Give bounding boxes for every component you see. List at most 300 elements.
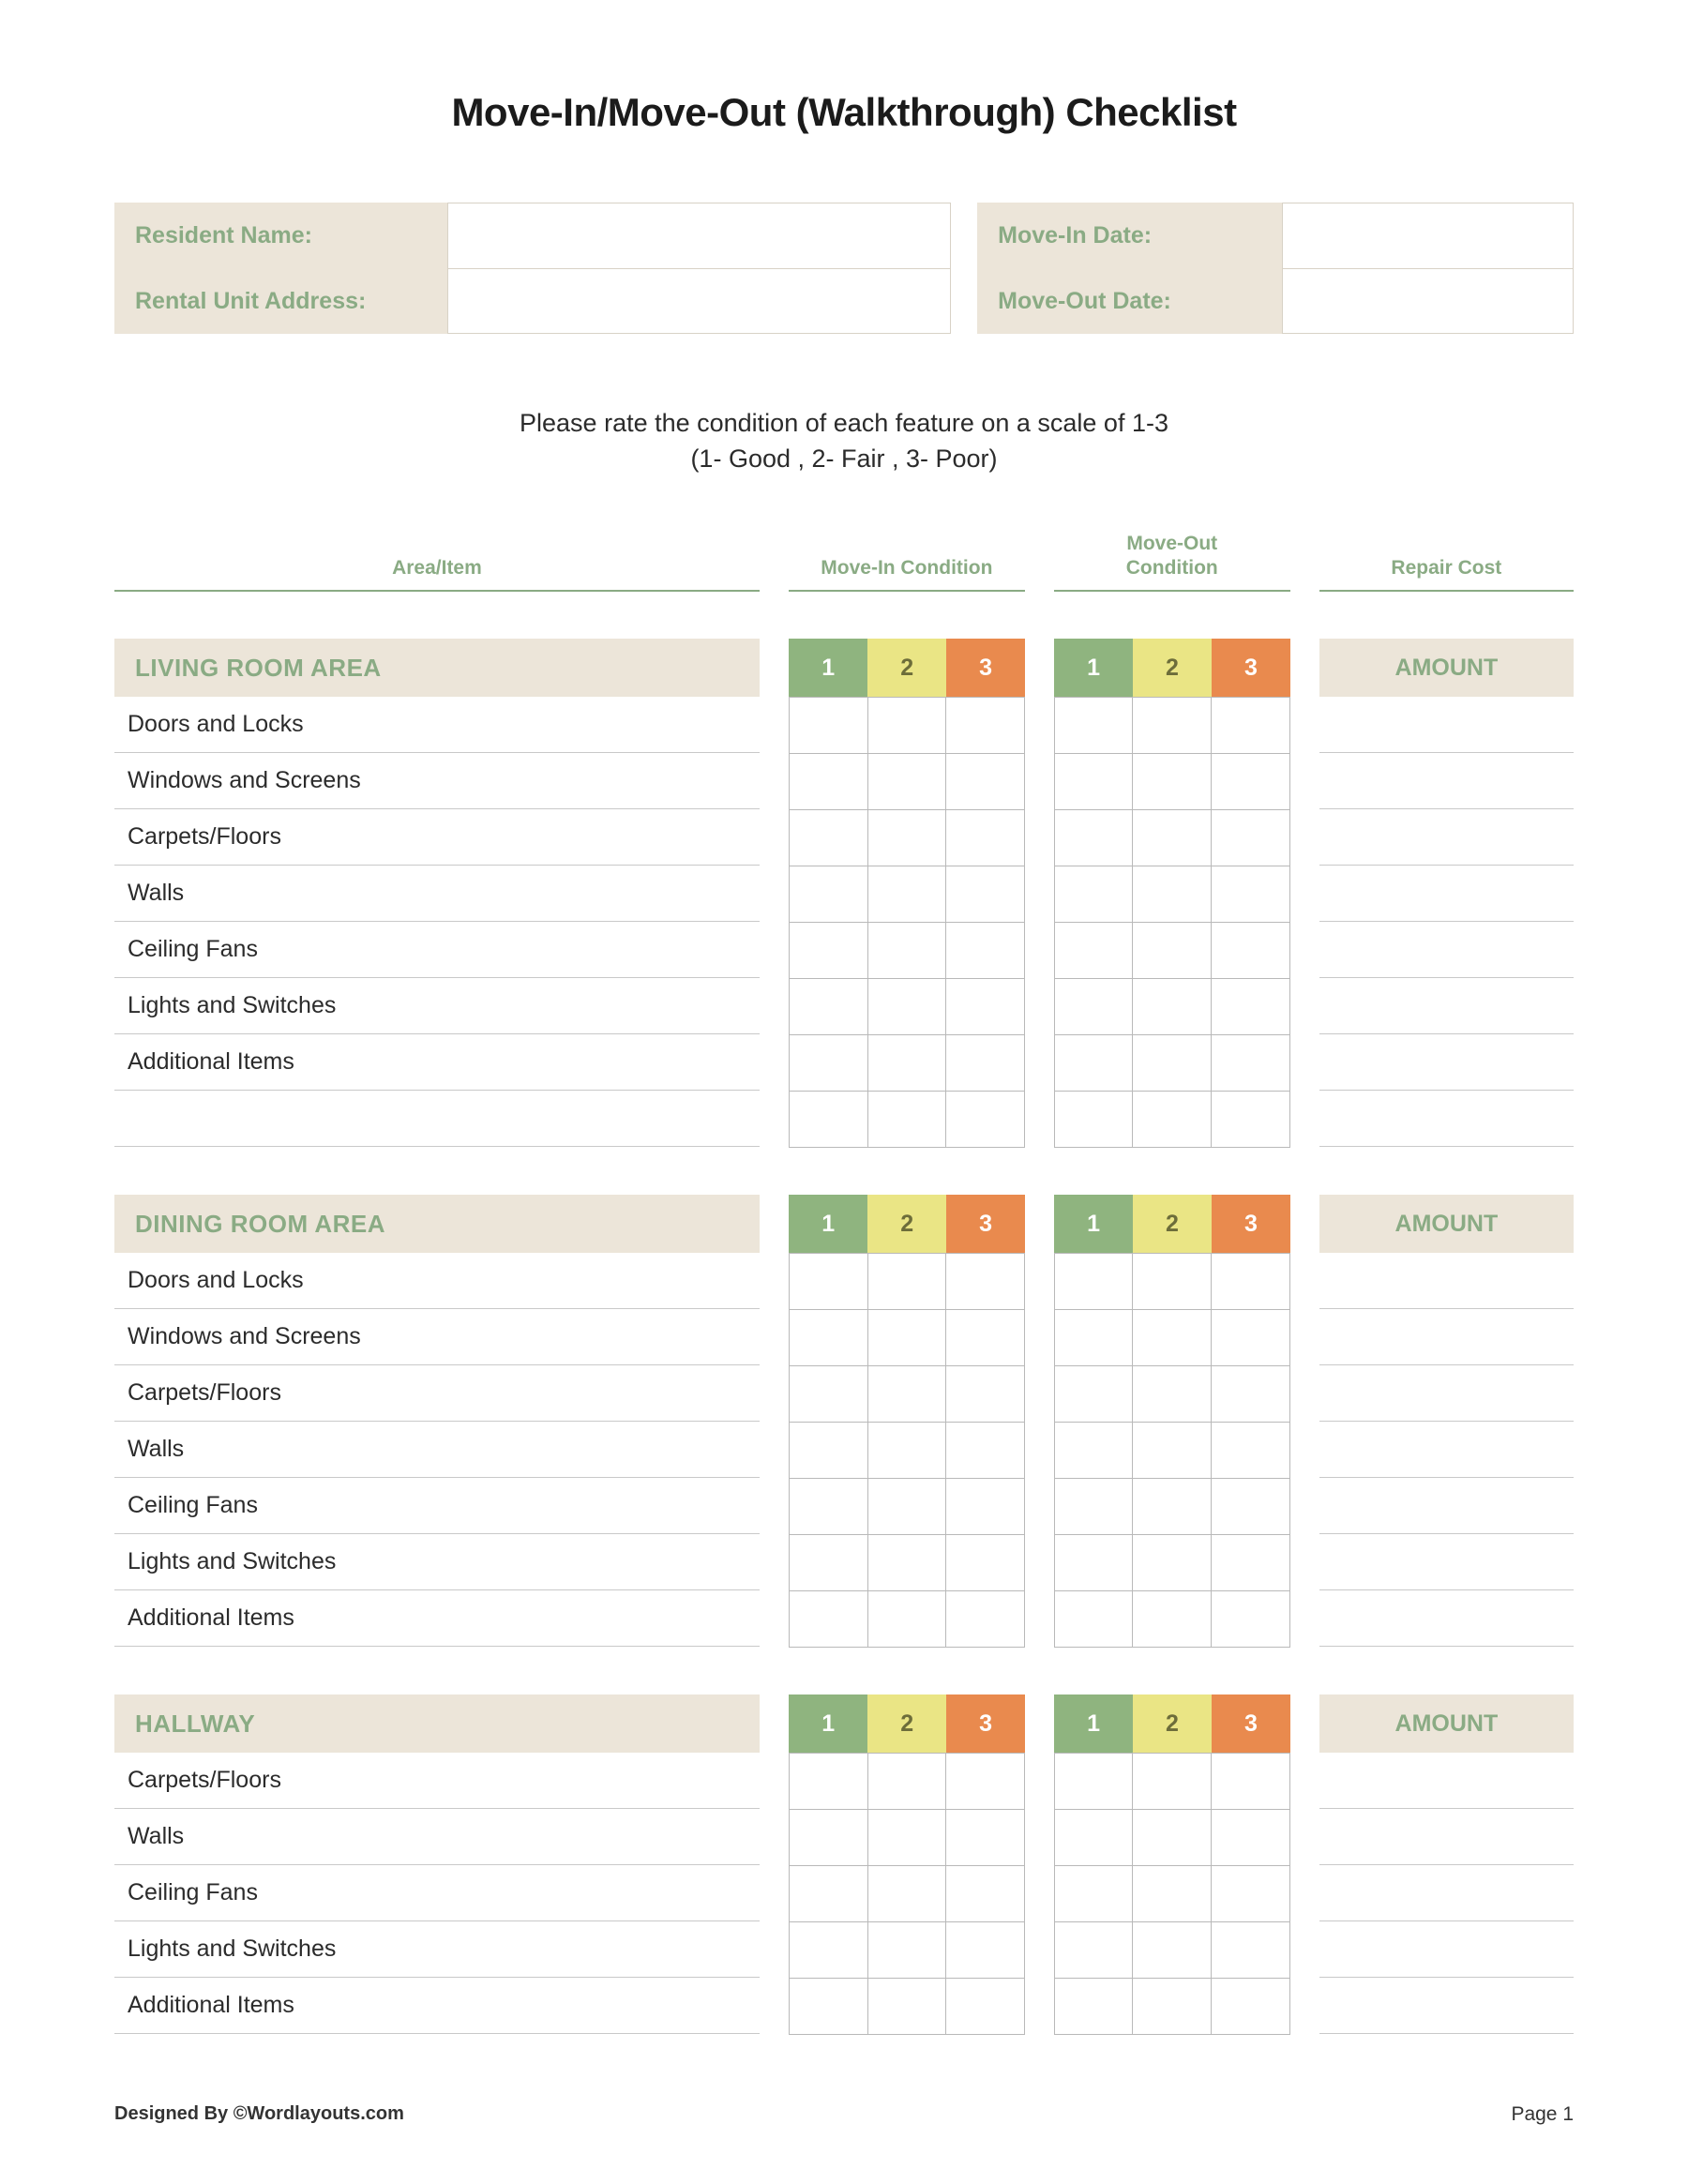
item-row: Carpets/Floors [114, 809, 760, 866]
grid-row [1055, 1035, 1289, 1092]
move-out-date-row [977, 268, 1574, 334]
grid-row [1055, 979, 1289, 1035]
grid-row [1055, 923, 1289, 979]
section-title: DINING ROOM AREA [114, 1195, 760, 1253]
condition-checkbox-move-in-2[interactable] [868, 1366, 947, 1423]
grid-row [1055, 1535, 1289, 1591]
condition-checkbox-move-in-2[interactable] [868, 1535, 947, 1591]
condition-checkbox-move-in-3[interactable] [946, 923, 1024, 979]
condition-checkbox-move-out-2[interactable] [1133, 1591, 1212, 1648]
resident-name-label: Resident Name: [114, 203, 447, 268]
repair-cost-input[interactable] [1319, 1809, 1574, 1865]
repair-cost-input[interactable] [1319, 1921, 1574, 1978]
rating-label-move-out-1: 1 [1054, 1195, 1133, 1253]
item-row: Lights and Switches [114, 1921, 760, 1978]
resident-name-row [114, 203, 951, 268]
section-spacer-2 [1025, 1694, 1054, 1753]
condition-checkbox-move-in-2[interactable] [868, 1754, 947, 1810]
item-row: Ceiling Fans [114, 922, 760, 978]
repair-cost-input[interactable] [1319, 809, 1574, 866]
grid-row [1055, 1254, 1289, 1310]
condition-checkbox-move-in-1[interactable] [790, 1979, 868, 2035]
condition-checkbox-move-in-2[interactable] [868, 1591, 947, 1648]
rental-unit-row [114, 268, 951, 334]
grid-row [790, 1591, 1024, 1648]
item-row: Walls [114, 1809, 760, 1865]
rating-legend-move-in [789, 1694, 1025, 1753]
item-row: Ceiling Fans [114, 1865, 760, 1921]
condition-checkbox-move-out-2[interactable] [1133, 1254, 1212, 1310]
condition-checkbox-move-in-1[interactable] [790, 1092, 868, 1148]
grid-row [1055, 1591, 1289, 1648]
condition-checkbox-move-in-1[interactable] [790, 1254, 868, 1310]
grid-row [790, 1979, 1024, 2035]
condition-checkbox-move-out-1[interactable] [1055, 1591, 1134, 1648]
condition-checkbox-move-in-2[interactable] [868, 1979, 947, 2035]
condition-checkbox-move-out-3[interactable] [1212, 1591, 1289, 1648]
condition-checkbox-move-out-3[interactable] [1212, 754, 1289, 810]
grid-row [790, 698, 1024, 754]
condition-checkbox-move-out-2[interactable] [1133, 1979, 1212, 2035]
section-spacer-2 [1025, 1195, 1054, 1253]
condition-checkbox-move-out-1[interactable] [1055, 866, 1134, 923]
condition-checkbox-move-out-1[interactable] [1055, 1423, 1134, 1479]
footer-page-number: Page 1 [1511, 2103, 1574, 2125]
repair-cost-column [1319, 1253, 1574, 1648]
condition-checkbox-move-in-3[interactable] [946, 754, 1024, 810]
condition-checkbox-move-in-1[interactable] [790, 1866, 868, 1922]
condition-checkbox-move-in-2[interactable] [868, 1810, 947, 1866]
item-row: Carpets/Floors [114, 1753, 760, 1809]
condition-checkbox-move-in-1[interactable] [790, 1423, 868, 1479]
condition-checkbox-move-out-1[interactable] [1055, 1366, 1134, 1423]
condition-checkbox-move-in-1[interactable] [790, 866, 868, 923]
grid-row [790, 1423, 1024, 1479]
condition-checkbox-move-out-3[interactable] [1212, 1092, 1289, 1148]
condition-checkbox-move-out-1[interactable] [1055, 1535, 1134, 1591]
condition-checkbox-move-out-3[interactable] [1212, 1754, 1289, 1810]
condition-checkbox-move-in-2[interactable] [868, 1479, 947, 1535]
condition-checkbox-move-out-2[interactable] [1133, 1754, 1212, 1810]
repair-cost-input[interactable] [1319, 1365, 1574, 1422]
move-out-condition-grid [1054, 697, 1290, 1148]
grid-row [1055, 810, 1289, 866]
condition-checkbox-move-out-3[interactable] [1212, 1035, 1289, 1092]
condition-checkbox-move-out-1[interactable] [1055, 1922, 1134, 1979]
section-title: HALLWAY [114, 1694, 760, 1753]
condition-checkbox-move-in-1[interactable] [790, 1035, 868, 1092]
condition-checkbox-move-out-2[interactable] [1133, 979, 1212, 1035]
condition-checkbox-move-out-3[interactable] [1212, 698, 1289, 754]
move-in-grid-table [789, 697, 1025, 1148]
condition-checkbox-move-in-1[interactable] [790, 1479, 868, 1535]
repair-cost-input[interactable] [1319, 697, 1574, 753]
repair-cost-input[interactable] [1319, 1478, 1574, 1534]
condition-checkbox-move-out-3[interactable] [1212, 923, 1289, 979]
condition-checkbox-move-out-3[interactable] [1212, 1979, 1289, 2035]
amount-header: AMOUNT [1319, 1195, 1574, 1253]
page-footer [0, 2103, 1688, 2126]
grid-row [1055, 1866, 1289, 1922]
condition-checkbox-move-out-1[interactable] [1055, 1866, 1134, 1922]
item-label-column [114, 697, 760, 1148]
rating-label-move-in-3: 3 [946, 1694, 1025, 1753]
condition-checkbox-move-in-2[interactable] [868, 1922, 947, 1979]
rental-unit-label: Rental Unit Address: [114, 268, 447, 334]
rental-unit-input[interactable] [447, 268, 951, 334]
instructions-line-2: (1- Good , 2- Fair , 3- Poor) [690, 444, 998, 474]
condition-checkbox-move-in-1[interactable] [790, 1535, 868, 1591]
rating-legend-move-out [1054, 639, 1290, 697]
move-in-date-row [977, 203, 1574, 268]
rating-label-move-in-3: 3 [946, 639, 1025, 697]
condition-checkbox-move-in-2[interactable] [868, 866, 947, 923]
repair-cost-input[interactable] [1319, 1253, 1574, 1309]
condition-checkbox-move-out-3[interactable] [1212, 1423, 1289, 1479]
item-row: Doors and Locks [114, 1253, 760, 1309]
move-in-condition-grid [789, 697, 1025, 1148]
amount-header: AMOUNT [1319, 1694, 1574, 1753]
move-in-condition-grid [789, 1253, 1025, 1648]
grid-row [1055, 1423, 1289, 1479]
condition-checkbox-move-in-3[interactable] [946, 698, 1024, 754]
section-spacer [760, 1195, 789, 1253]
condition-checkbox-move-out-3[interactable] [1212, 1366, 1289, 1423]
section-header [114, 1694, 1574, 1753]
page-title: Move-In/Move-Out (Walkthrough) Checklist [451, 90, 1237, 134]
grid-row [790, 1535, 1024, 1591]
item-row: Lights and Switches [114, 1534, 760, 1590]
item-label-column [114, 1753, 760, 2035]
condition-checkbox-move-out-1[interactable] [1055, 1035, 1134, 1092]
rows-spacer-3 [1290, 1253, 1319, 1648]
condition-checkbox-move-in-3[interactable] [946, 1866, 1024, 1922]
repair-cost-input[interactable] [1319, 1978, 1574, 2034]
grid-row [1055, 754, 1289, 810]
move-out-grid-table [1054, 1753, 1290, 2035]
resident-info-block [114, 203, 1574, 334]
condition-checkbox-move-out-3[interactable] [1212, 1310, 1289, 1366]
condition-checkbox-move-in-1[interactable] [790, 1754, 868, 1810]
repair-cost-input[interactable] [1319, 1309, 1574, 1365]
checklist-section [114, 639, 1574, 1148]
rating-label-move-out-3: 3 [1212, 1195, 1290, 1253]
rating-label-move-out-2: 2 [1133, 639, 1212, 697]
grid-row [790, 1035, 1024, 1092]
condition-checkbox-move-in-1[interactable] [790, 1922, 868, 1979]
section-spacer [760, 639, 789, 697]
condition-checkbox-move-out-2[interactable] [1133, 1035, 1212, 1092]
condition-checkbox-move-out-3[interactable] [1212, 1254, 1289, 1310]
grid-row [1055, 1366, 1289, 1423]
repair-cost-input[interactable] [1319, 866, 1574, 922]
condition-checkbox-move-in-1[interactable] [790, 810, 868, 866]
grid-row [790, 979, 1024, 1035]
grid-row [1055, 1810, 1289, 1866]
condition-checkbox-move-out-3[interactable] [1212, 1866, 1289, 1922]
grid-row [790, 1479, 1024, 1535]
condition-checkbox-move-out-2[interactable] [1133, 1535, 1212, 1591]
move-in-date-input[interactable] [1282, 203, 1574, 268]
condition-checkbox-move-in-1[interactable] [790, 979, 868, 1035]
item-row: Windows and Screens [114, 753, 760, 809]
grid-row [790, 1366, 1024, 1423]
rating-label-move-out-3: 3 [1212, 1694, 1290, 1753]
rows-spacer [760, 1253, 789, 1648]
condition-checkbox-move-in-2[interactable] [868, 698, 947, 754]
rows-spacer [760, 697, 789, 1148]
condition-checkbox-move-out-3[interactable] [1212, 1922, 1289, 1979]
condition-checkbox-move-in-3[interactable] [946, 1092, 1024, 1148]
condition-checkbox-move-in-3[interactable] [946, 1423, 1024, 1479]
condition-checkbox-move-in-3[interactable] [946, 1810, 1024, 1866]
rating-label-move-in-1: 1 [789, 1195, 867, 1253]
condition-checkbox-move-out-2[interactable] [1133, 1423, 1212, 1479]
condition-checkbox-move-in-1[interactable] [790, 1810, 868, 1866]
section-rows [114, 1753, 1574, 2035]
condition-checkbox-move-in-2[interactable] [868, 1254, 947, 1310]
item-row: Additional Items [114, 1034, 760, 1091]
condition-checkbox-move-in-1[interactable] [790, 1366, 868, 1423]
condition-checkbox-move-out-2[interactable] [1133, 1366, 1212, 1423]
grid-row [1055, 1922, 1289, 1979]
section-rows [114, 697, 1574, 1148]
section-header [114, 639, 1574, 697]
condition-checkbox-move-in-3[interactable] [946, 810, 1024, 866]
rating-label-move-in-2: 2 [867, 639, 946, 697]
item-row: Doors and Locks [114, 697, 760, 753]
condition-checkbox-move-out-3[interactable] [1212, 1479, 1289, 1535]
condition-checkbox-move-in-1[interactable] [790, 698, 868, 754]
condition-checkbox-move-in-3[interactable] [946, 1310, 1024, 1366]
section-title: LIVING ROOM AREA [114, 639, 760, 697]
condition-checkbox-move-in-3[interactable] [946, 1254, 1024, 1310]
item-row: Additional Items [114, 1978, 760, 2034]
condition-checkbox-move-in-1[interactable] [790, 923, 868, 979]
grid-row [790, 1754, 1024, 1810]
move-in-date-label: Move-In Date: [977, 203, 1282, 268]
column-header-move-out-line1: Move-Out [1126, 532, 1218, 554]
grid-row [790, 1866, 1024, 1922]
rows-spacer-2 [1025, 1753, 1054, 2035]
condition-checkbox-move-in-2[interactable] [868, 1423, 947, 1479]
checklist-section [114, 1694, 1574, 2035]
repair-cost-input[interactable] [1319, 978, 1574, 1034]
condition-checkbox-move-out-2[interactable] [1133, 698, 1212, 754]
condition-checkbox-move-out-2[interactable] [1133, 923, 1212, 979]
rating-label-move-in-2: 2 [867, 1195, 946, 1253]
grid-row [790, 810, 1024, 866]
condition-checkbox-move-in-1[interactable] [790, 754, 868, 810]
condition-checkbox-move-out-2[interactable] [1133, 1922, 1212, 1979]
condition-checkbox-move-in-3[interactable] [946, 1366, 1024, 1423]
condition-checkbox-move-out-2[interactable] [1133, 1810, 1212, 1866]
rating-label-move-out-3: 3 [1212, 639, 1290, 697]
condition-checkbox-move-in-2[interactable] [868, 1866, 947, 1922]
condition-checkbox-move-out-1[interactable] [1055, 923, 1134, 979]
grid-row [790, 1310, 1024, 1366]
rating-label-move-out-2: 2 [1133, 1694, 1212, 1753]
condition-checkbox-move-out-3[interactable] [1212, 979, 1289, 1035]
rating-legend-move-in [789, 1195, 1025, 1253]
column-header-repair-cost: Repair Cost [1319, 556, 1574, 592]
item-row [114, 1091, 760, 1147]
checklist-sections [114, 639, 1574, 2035]
condition-checkbox-move-in-2[interactable] [868, 1310, 947, 1366]
item-row: Walls [114, 866, 760, 922]
section-rows [114, 1253, 1574, 1648]
condition-checkbox-move-out-1[interactable] [1055, 1479, 1134, 1535]
column-header-move-in-condition: Move-In Condition [789, 556, 1025, 592]
repair-cost-column [1319, 697, 1574, 1148]
condition-checkbox-move-out-1[interactable] [1055, 1310, 1134, 1366]
item-row: Additional Items [114, 1590, 760, 1647]
repair-cost-input[interactable] [1319, 922, 1574, 978]
amount-header: AMOUNT [1319, 639, 1574, 697]
condition-checkbox-move-in-2[interactable] [868, 979, 947, 1035]
condition-checkbox-move-in-3[interactable] [946, 1591, 1024, 1648]
section-spacer-3 [1290, 639, 1319, 697]
grid-row [790, 1092, 1024, 1148]
rating-label-move-in-1: 1 [789, 1694, 867, 1753]
condition-checkbox-move-in-2[interactable] [868, 1092, 947, 1148]
repair-cost-input[interactable] [1319, 1590, 1574, 1647]
condition-checkbox-move-out-2[interactable] [1133, 754, 1212, 810]
repair-cost-input[interactable] [1319, 1422, 1574, 1478]
condition-checkbox-move-out-3[interactable] [1212, 1810, 1289, 1866]
condition-checkbox-move-in-3[interactable] [946, 1479, 1024, 1535]
condition-checkbox-move-out-1[interactable] [1055, 1092, 1134, 1148]
item-label-column [114, 1253, 760, 1648]
footer-credit: Designed By ©Wordlayouts.com [114, 2103, 404, 2124]
grid-row [790, 866, 1024, 923]
condition-checkbox-move-out-1[interactable] [1055, 1754, 1134, 1810]
grid-row [790, 1254, 1024, 1310]
grid-row [790, 923, 1024, 979]
condition-checkbox-move-in-3[interactable] [946, 1535, 1024, 1591]
condition-checkbox-move-in-3[interactable] [946, 1922, 1024, 1979]
grid-row [790, 754, 1024, 810]
repair-cost-input[interactable] [1319, 1034, 1574, 1091]
rating-label-move-out-1: 1 [1054, 639, 1133, 697]
repair-cost-input[interactable] [1319, 1865, 1574, 1921]
rating-label-move-out-1: 1 [1054, 1694, 1133, 1753]
item-row: Walls [114, 1422, 760, 1478]
move-out-grid-table [1054, 697, 1290, 1148]
condition-checkbox-move-out-2[interactable] [1133, 1310, 1212, 1366]
condition-checkbox-move-out-2[interactable] [1133, 1866, 1212, 1922]
grid-row [1055, 698, 1289, 754]
rows-spacer-3 [1290, 697, 1319, 1148]
rating-label-move-in-1: 1 [789, 639, 867, 697]
move-in-condition-grid [789, 1753, 1025, 2035]
rows-spacer-2 [1025, 1253, 1054, 1648]
grid-row [790, 1922, 1024, 1979]
item-row: Carpets/Floors [114, 1365, 760, 1422]
item-row: Lights and Switches [114, 978, 760, 1034]
repair-cost-input[interactable] [1319, 1753, 1574, 1809]
instructions [114, 405, 1574, 477]
condition-checkbox-move-in-1[interactable] [790, 1310, 868, 1366]
move-out-condition-grid [1054, 1253, 1290, 1648]
condition-checkbox-move-out-1[interactable] [1055, 754, 1134, 810]
condition-checkbox-move-in-2[interactable] [868, 1035, 947, 1092]
condition-checkbox-move-out-3[interactable] [1212, 866, 1289, 923]
resident-name-input[interactable] [447, 203, 951, 268]
rating-legend-move-in [789, 639, 1025, 697]
rows-spacer-2 [1025, 697, 1054, 1148]
repair-cost-input[interactable] [1319, 1534, 1574, 1590]
move-out-condition-grid [1054, 1753, 1290, 2035]
condition-checkbox-move-in-1[interactable] [790, 1591, 868, 1648]
repair-cost-input[interactable] [1319, 1091, 1574, 1147]
item-row: Ceiling Fans [114, 1478, 760, 1534]
move-out-date-label: Move-Out Date: [977, 268, 1282, 334]
condition-checkbox-move-out-1[interactable] [1055, 979, 1134, 1035]
grid-row [1055, 1092, 1289, 1148]
grid-row [1055, 1310, 1289, 1366]
condition-checkbox-move-out-2[interactable] [1133, 810, 1212, 866]
condition-checkbox-move-out-1[interactable] [1055, 1810, 1134, 1866]
condition-checkbox-move-out-1[interactable] [1055, 698, 1134, 754]
rating-label-move-in-3: 3 [946, 1195, 1025, 1253]
grid-row [790, 1810, 1024, 1866]
rating-legend-move-out [1054, 1195, 1290, 1253]
condition-checkbox-move-in-3[interactable] [946, 866, 1024, 923]
condition-checkbox-move-in-2[interactable] [868, 923, 947, 979]
grid-row [1055, 1754, 1289, 1810]
repair-cost-input[interactable] [1319, 753, 1574, 809]
condition-checkbox-move-in-3[interactable] [946, 1035, 1024, 1092]
condition-checkbox-move-out-3[interactable] [1212, 810, 1289, 866]
instructions-line-1: Please rate the condition of each feature on a scale of 1-3 [520, 409, 1168, 437]
condition-checkbox-move-in-3[interactable] [946, 1754, 1024, 1810]
table-column-headers [114, 532, 1574, 593]
condition-checkbox-move-in-3[interactable] [946, 1979, 1024, 2035]
move-in-grid-table [789, 1253, 1025, 1648]
move-out-date-input[interactable] [1282, 268, 1574, 334]
column-header-move-out-condition [1054, 532, 1290, 593]
condition-checkbox-move-out-1[interactable] [1055, 1254, 1134, 1310]
resident-info-right [977, 203, 1574, 334]
rating-label-move-out-2: 2 [1133, 1195, 1212, 1253]
condition-checkbox-move-in-2[interactable] [868, 810, 947, 866]
condition-checkbox-move-out-1[interactable] [1055, 810, 1134, 866]
column-header-area-item: Area/Item [114, 556, 760, 592]
rating-label-move-in-2: 2 [867, 1694, 946, 1753]
condition-checkbox-move-out-2[interactable] [1133, 866, 1212, 923]
rows-spacer-3 [1290, 1753, 1319, 2035]
checklist-section [114, 1195, 1574, 1648]
repair-cost-column [1319, 1753, 1574, 2035]
condition-checkbox-move-in-3[interactable] [946, 979, 1024, 1035]
condition-checkbox-move-out-3[interactable] [1212, 1535, 1289, 1591]
grid-row [1055, 1479, 1289, 1535]
section-spacer-3 [1290, 1694, 1319, 1753]
grid-row [1055, 1979, 1289, 2035]
section-spacer-2 [1025, 639, 1054, 697]
move-out-grid-table [1054, 1253, 1290, 1648]
condition-checkbox-move-out-1[interactable] [1055, 1979, 1134, 2035]
rows-spacer [760, 1753, 789, 2035]
condition-checkbox-move-out-2[interactable] [1133, 1479, 1212, 1535]
item-row: Windows and Screens [114, 1309, 760, 1365]
section-spacer [760, 1694, 789, 1753]
column-header-move-out-line2: Condition [1125, 556, 1218, 579]
section-spacer-3 [1290, 1195, 1319, 1253]
condition-checkbox-move-out-2[interactable] [1133, 1092, 1212, 1148]
condition-checkbox-move-in-2[interactable] [868, 754, 947, 810]
